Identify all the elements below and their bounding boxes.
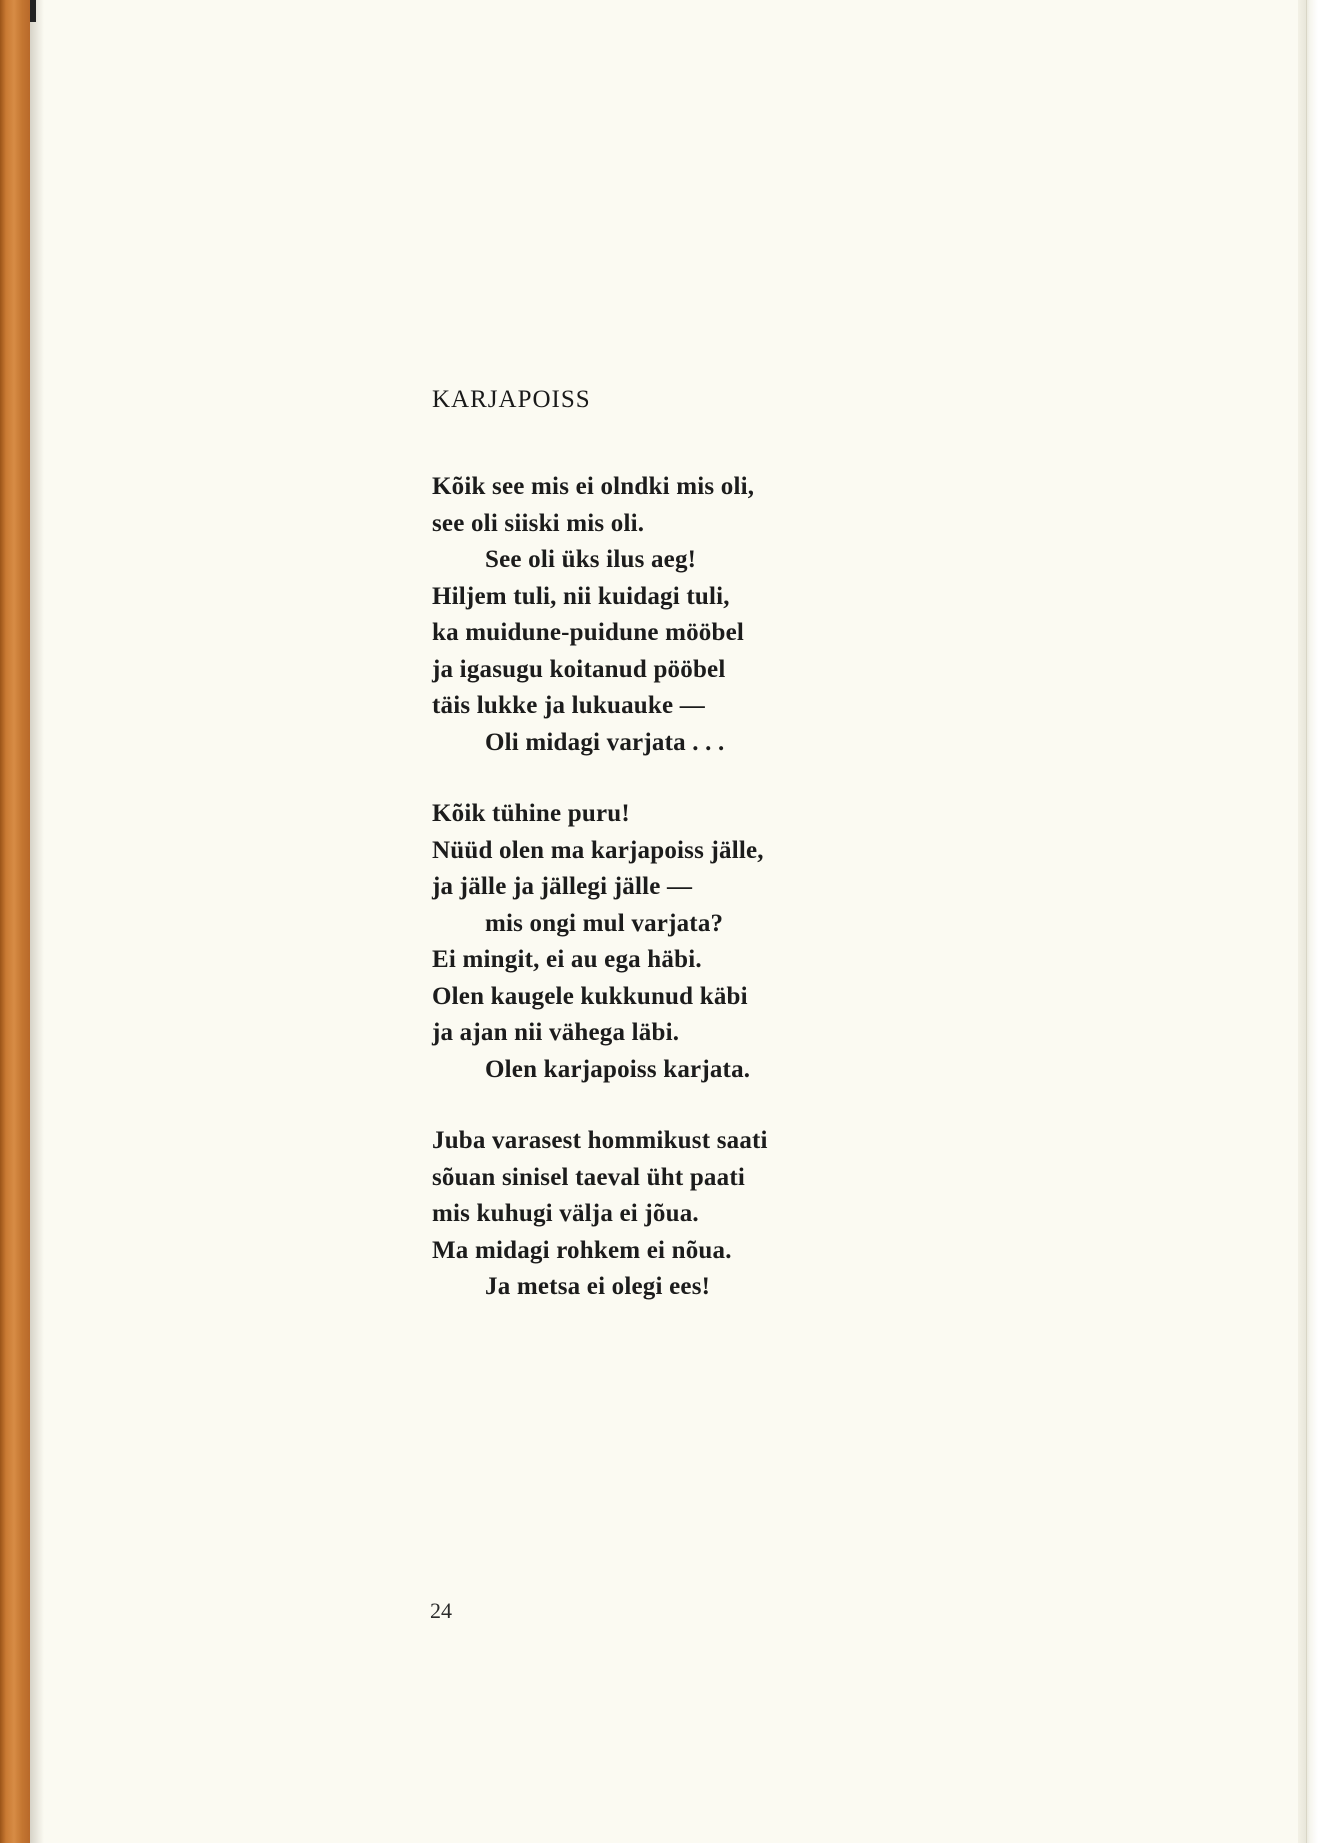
stanza-2 (432, 796, 992, 1088)
poem-line: Kõik see mis ei olndki mis oli, (432, 473, 755, 500)
poem-line: Hiljem tuli, nii kuidagi tuli, (432, 582, 730, 610)
poem-line-indented: mis ongi mul varjata? (485, 909, 724, 937)
poem-line: ja jälle ja jällegi jälle — (432, 873, 693, 900)
poem-line: Ei mingit, ei au ega häbi. (432, 946, 702, 973)
poem-line: ja ajan nii vähega läbi. (432, 1019, 680, 1046)
poem (432, 380, 992, 1341)
poem-line-indented: Olen karjapoiss karjata. (485, 1055, 751, 1083)
poem-line: Olen kaugele kukkunud käbi (432, 982, 748, 1010)
stanza-3 (432, 1123, 992, 1306)
poem-line: mis kuhugi välja ei jõua. (432, 1200, 699, 1227)
poem-line: Juba varasest hommikust saati (432, 1127, 768, 1154)
poem-line: Kõik tühine puru! (432, 800, 630, 827)
poem-line-indented: Oli midagi varjata . . . (485, 728, 725, 756)
poem-line-indented: Ja metsa ei olegi ees! (485, 1273, 711, 1300)
poem-title: KARJAPOISS (432, 386, 591, 413)
poem-line: ka muidune-puidune mööbel (432, 619, 745, 646)
poem-line: Ma midagi rohkem ei nõua. (432, 1236, 732, 1264)
poem-line: ja igasugu koitanud pööbel (432, 655, 726, 683)
poem-line-indented: See oli üks ilus aeg! (485, 546, 697, 573)
book-spine-edge (0, 0, 30, 1843)
poem-line: sõuan sinisel taeval üht paati (432, 1163, 746, 1191)
corner-mark (30, 0, 36, 22)
page-right-edge (1298, 0, 1318, 1843)
gutter-shadow (30, 0, 44, 1843)
page-number: 24 (430, 1598, 452, 1623)
poem-line: Nüüd olen ma karjapoiss jälle, (432, 836, 764, 864)
page-edge-line (1306, 0, 1307, 1843)
poem-line: täis lukke ja lukuauke — (432, 692, 705, 719)
poem-line: see oli siiski mis oli. (432, 509, 645, 537)
stanza-1 (432, 469, 992, 761)
